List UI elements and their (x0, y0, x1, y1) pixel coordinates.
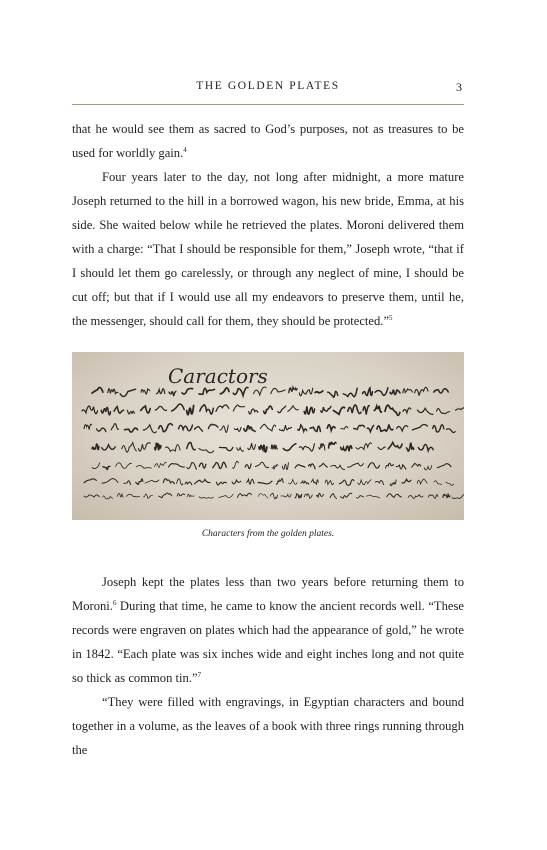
manuscript-glyph-r4-12 (272, 465, 278, 470)
manuscript-glyph-r2-22 (412, 424, 427, 429)
manuscript-glyph-r3-12 (271, 445, 277, 450)
manuscript-glyph-r6-22 (408, 495, 423, 499)
manuscript-glyph-r1-21 (385, 405, 400, 415)
manuscript-glyph-r2-11 (244, 426, 255, 432)
manuscript-glyph-r0-6 (182, 388, 193, 394)
manuscript-drawing (72, 352, 464, 520)
manuscript-glyph-r3-7 (199, 449, 214, 453)
manuscript-glyph-r2-2 (111, 424, 118, 430)
manuscript-glyph-r6-16 (316, 493, 324, 497)
manuscript-glyph-r4-20 (386, 463, 394, 468)
manuscript-glyph-r5-12 (258, 481, 272, 484)
manuscript-glyph-r4-19 (368, 463, 380, 468)
manuscript-glyph-r2-19 (367, 425, 373, 431)
manuscript-glyph-r2-5 (159, 424, 173, 432)
manuscript-glyph-r5-11 (247, 479, 254, 484)
manuscript-glyph-r3-6 (187, 442, 196, 449)
manuscript-glyph-r3-1 (102, 445, 116, 450)
manuscript-glyph-r0-5 (169, 391, 176, 396)
manuscript-glyph-r5-15 (301, 481, 309, 484)
manuscript-glyph-r4-21 (396, 465, 406, 469)
manuscript-glyph-r1-17 (333, 407, 344, 414)
footnote-6[interactable]: 6 (112, 598, 117, 607)
manuscript-glyph-r6-11 (258, 494, 268, 499)
manuscript-glyph-r0-12 (289, 388, 297, 393)
figure-caption: Characters from the golden plates. (201, 529, 335, 539)
manuscript-glyph-r1-25 (456, 406, 464, 410)
manuscript-glyph-r6-2 (117, 493, 123, 497)
manuscript-glyph-r1-14 (288, 406, 299, 412)
manuscript-glyph-r3-9 (237, 448, 244, 451)
manuscript-glyph-r5-18 (339, 480, 354, 486)
manuscript-glyph-r1-15 (304, 406, 314, 414)
paragraph-4-text: “They were filled with engravings, in Egyptian characters and bound together in a volume, as the leaves of a book with three rings running through the (72, 695, 464, 757)
manuscript-glyph-r1-12 (264, 406, 273, 413)
manuscript-glyph-r4-6 (187, 463, 197, 470)
manuscript-glyph-r3-16 (329, 442, 336, 448)
manuscript-glyph-r6-23 (428, 495, 438, 499)
paragraph-2-text: Four years later to the day, not long after midnight, a more mature Joseph returned to the hill in a borrowed wagon, his new bride, Emma, at his side. She waited below while he retrieved the plates. Moroni delivered them with a charge: “That I should be responsible for them,” Joseph wrote, “that if I should let them go carelessly, or through any neglect of mine, I should be cut off; but that if I would use all my endeavors to preserve them, until he, the messenger, should call for them, they should be protected.” (72, 170, 464, 328)
manuscript-glyph-r2-15 (310, 426, 320, 432)
manuscript-glyph-r5-10 (232, 480, 241, 484)
manuscript-glyph-r0-19 (390, 390, 400, 395)
manuscript-glyph-r4-16 (319, 463, 327, 467)
manuscript-glyph-r1-1 (101, 407, 110, 414)
manuscript-glyph-r5-20 (375, 480, 383, 484)
manuscript-glyph-r3-19 (378, 447, 385, 449)
footnote-5[interactable]: 5 (389, 313, 393, 322)
manuscript-glyph-r1-6 (172, 404, 185, 411)
manuscript-glyph-r6-13 (281, 494, 291, 497)
manuscript-glyph-r2-20 (377, 425, 393, 432)
manuscript-glyph-r6-20 (366, 495, 380, 498)
manuscript-glyph-r5-13 (276, 478, 283, 484)
manuscript-glyph-r1-24 (437, 409, 450, 414)
manuscript-glyph-r5-16 (311, 479, 318, 484)
manuscript-glyph-r3-4 (155, 443, 161, 450)
manuscript-glyph-r2-18 (354, 425, 365, 429)
manuscript-glyph-r0-16 (343, 388, 357, 396)
paragraph-3-text-a: Joseph kept the plates less than two years before returning them to Moroni. (72, 575, 464, 613)
manuscript-glyph-r4-0 (92, 463, 100, 469)
manuscript-glyph-r4-9 (233, 461, 239, 468)
manuscript-glyph-r3-21 (407, 443, 414, 451)
manuscript-glyph-r6-6 (177, 494, 185, 497)
manuscript-glyph-r0-11 (271, 388, 285, 393)
manuscript-glyph-r6-21 (387, 494, 402, 498)
page-number: 3 (456, 80, 462, 94)
manuscript-glyph-r5-8 (195, 479, 210, 484)
manuscript-glyph-r5-2 (124, 481, 131, 485)
manuscript-glyph-r0-17 (363, 388, 373, 395)
manuscript-glyph-r4-3 (137, 465, 152, 468)
manuscript-glyph-r5-22 (402, 479, 411, 483)
manuscript-glyph-r5-14 (289, 480, 298, 485)
manuscript-glyph-r1-18 (348, 405, 361, 414)
manuscript-glyph-r1-20 (374, 406, 381, 412)
manuscript-glyph-r6-7 (187, 494, 194, 497)
manuscript-glyph-r1-16 (321, 406, 331, 412)
paragraph-4 (72, 690, 464, 762)
manuscript-glyph-r0-22 (434, 389, 449, 393)
manuscript-glyph-r2-10 (234, 427, 241, 431)
manuscript-glyph-r3-17 (341, 446, 352, 451)
manuscript-glyph-r0-20 (403, 389, 412, 393)
manuscript-glyph-r2-0 (84, 424, 92, 429)
manuscript-glyph-r3-20 (388, 443, 402, 449)
manuscript-glyph-r5-17 (325, 480, 333, 485)
manuscript-glyph-r5-23 (417, 479, 427, 484)
manuscript-glyph-r4-4 (155, 462, 167, 467)
manuscript-glyph-r6-17 (330, 494, 337, 499)
manuscript-glyph-r3-15 (319, 444, 325, 451)
manuscript-glyph-r3-0 (92, 444, 99, 450)
manuscript-glyph-r1-11 (249, 409, 258, 414)
manuscript-glyph-r5-24 (434, 481, 442, 485)
running-title: THE GOLDEN PLATES (196, 80, 340, 92)
manuscript-glyph-r4-5 (169, 464, 185, 468)
characters-manuscript-image (72, 352, 464, 520)
manuscript-glyph-r3-5 (166, 445, 180, 452)
manuscript-glyph-r0-18 (375, 388, 388, 396)
manuscript-glyph-r1-0 (82, 406, 98, 414)
footnote-4[interactable]: 4 (183, 145, 187, 154)
manuscript-glyph-r6-18 (340, 493, 351, 498)
manuscript-glyph-r6-1 (103, 496, 113, 499)
manuscript-glyph-r2-6 (179, 425, 193, 431)
manuscript-glyph-r3-2 (122, 443, 136, 453)
manuscript-glyph-r6-12 (270, 493, 277, 499)
manuscript-glyph-r4-7 (199, 463, 206, 468)
manuscript-glyph-r0-9 (233, 387, 248, 395)
manuscript-glyph-r1-10 (233, 405, 244, 411)
footnote-7[interactable]: 7 (197, 670, 202, 679)
page-header (72, 74, 464, 105)
manuscript-glyph-r6-9 (219, 494, 233, 497)
manuscript-glyph-r5-19 (358, 480, 371, 485)
manuscript-glyph-r0-8 (220, 388, 229, 394)
manuscript-glyph-r1-2 (114, 407, 123, 414)
manuscript-glyph-r3-11 (259, 445, 267, 452)
manuscript-glyph-r4-23 (424, 466, 432, 470)
manuscript-glyph-r1-22 (403, 408, 411, 413)
manuscript-glyph-r2-17 (341, 426, 348, 429)
manuscript-glyph-r5-4 (145, 480, 159, 483)
manuscript-glyph-r2-3 (125, 428, 138, 432)
manuscript-glyph-r3-8 (219, 447, 233, 450)
manuscript-glyph-r2-24 (447, 429, 456, 433)
manuscript-glyph-r2-16 (327, 425, 335, 431)
manuscript-glyph-r4-24 (437, 464, 451, 468)
manuscript-glyph-r6-10 (238, 493, 252, 497)
manuscript-glyph-r3-10 (248, 443, 256, 450)
manuscript-glyph-r5-9 (216, 482, 226, 485)
manuscript-glyph-r0-1 (108, 389, 118, 394)
manuscript-glyph-r2-8 (208, 424, 218, 428)
manuscript-glyph-r4-17 (331, 465, 345, 469)
manuscript-glyph-r4-22 (412, 463, 421, 467)
manuscript-glyph-r5-0 (84, 479, 96, 483)
paragraph-1-text: that he would see them as sacred to God’s purposes, not as treasures to be used for worldly gain. (72, 122, 464, 160)
manuscript-glyph-r4-18 (348, 463, 364, 467)
manuscript-glyph-r0-2 (120, 389, 135, 396)
manuscript-glyph-r0-21 (415, 387, 428, 395)
manuscript-glyph-r4-13 (282, 463, 288, 470)
paragraph-1 (72, 117, 464, 165)
manuscript-glyph-r5-6 (177, 479, 183, 485)
manuscript-glyph-r1-9 (216, 405, 229, 411)
manuscript-glyph-r1-19 (363, 406, 369, 415)
manuscript-glyph-r3-22 (418, 444, 433, 450)
manuscript-glyph-r5-25 (446, 482, 454, 485)
manuscript-glyph-r1-3 (127, 410, 134, 414)
manuscript-glyph-r2-14 (298, 425, 307, 432)
manuscript-glyph-r0-13 (299, 388, 313, 396)
manuscript-glyph-r1-23 (417, 408, 433, 414)
manuscript-glyph-r6-4 (143, 494, 152, 499)
manuscript-glyph-r5-7 (185, 482, 192, 485)
manuscript-glyph-r6-25 (452, 494, 464, 498)
manuscript-glyph-r2-13 (279, 425, 291, 431)
manuscript-glyph-r2-12 (260, 424, 275, 431)
manuscript-heading: Caractors (168, 364, 268, 388)
manuscript-glyph-r6-19 (356, 496, 363, 498)
manuscript-glyph-r6-5 (159, 493, 172, 498)
manuscript-glyph-r0-14 (315, 391, 323, 393)
manuscript-glyph-r0-0 (92, 388, 103, 394)
manuscript-glyph-r6-14 (295, 494, 302, 498)
manuscript-glyph-r1-7 (187, 406, 194, 415)
manuscript-glyph-r6-3 (127, 494, 140, 497)
manuscript-glyph-r0-7 (199, 388, 215, 394)
manuscript-glyph-r1-13 (278, 406, 286, 413)
manuscript-glyph-r2-9 (220, 425, 228, 432)
manuscript-glyph-r4-15 (309, 464, 316, 469)
manuscript-glyph-r2-21 (397, 426, 408, 431)
manuscript-glyph-r4-10 (245, 464, 251, 469)
manuscript-glyph-r6-0 (84, 495, 99, 497)
manuscript-glyph-r2-7 (195, 427, 203, 432)
paragraph-3-text-b: During that time, he came to know the ancient records well. “These records were engraven on plates which had the appearance of gold,” he wrote in 1842. “Each plate was six inches wide and eight inches long and not quite so thick as common tin.” (72, 599, 464, 685)
manuscript-glyph-r4-14 (295, 465, 305, 468)
manuscript-glyph-r1-4 (141, 406, 151, 413)
manuscript-glyph-r4-2 (116, 463, 132, 469)
manuscript-glyph-r0-15 (328, 391, 338, 397)
manuscript-glyph-r5-5 (163, 479, 174, 484)
manuscript-glyph-r3-3 (138, 443, 150, 451)
manuscript-glyph-r3-14 (299, 444, 314, 451)
manuscript-glyph-r6-15 (304, 494, 312, 499)
manuscript-glyph-r4-11 (255, 462, 268, 467)
manuscript-glyph-r5-1 (102, 479, 118, 483)
manuscript-glyph-r5-21 (390, 480, 396, 486)
paragraph-3 (72, 570, 464, 690)
manuscript-glyph-r0-10 (254, 387, 267, 395)
manuscript-glyph-r4-8 (213, 462, 227, 468)
manuscript-glyph-r2-23 (433, 425, 444, 432)
paragraph-2 (72, 165, 464, 333)
manuscript-glyph-r1-5 (155, 406, 166, 410)
manuscript-glyph-r0-3 (141, 389, 150, 394)
manuscript-glyph-r6-24 (443, 494, 450, 498)
manuscript-glyph-r1-8 (200, 405, 214, 414)
manuscript-glyph-r4-1 (103, 466, 110, 469)
manuscript-glyph-r6-8 (199, 497, 213, 498)
manuscript-glyph-r3-13 (283, 444, 296, 451)
manuscript-glyph-r0-4 (156, 389, 164, 394)
manuscript-glyph-r2-4 (143, 425, 156, 433)
manuscript-glyph-r5-3 (136, 479, 143, 485)
manuscript-glyph-r3-18 (356, 443, 372, 450)
manuscript-glyph-r2-1 (97, 428, 106, 432)
